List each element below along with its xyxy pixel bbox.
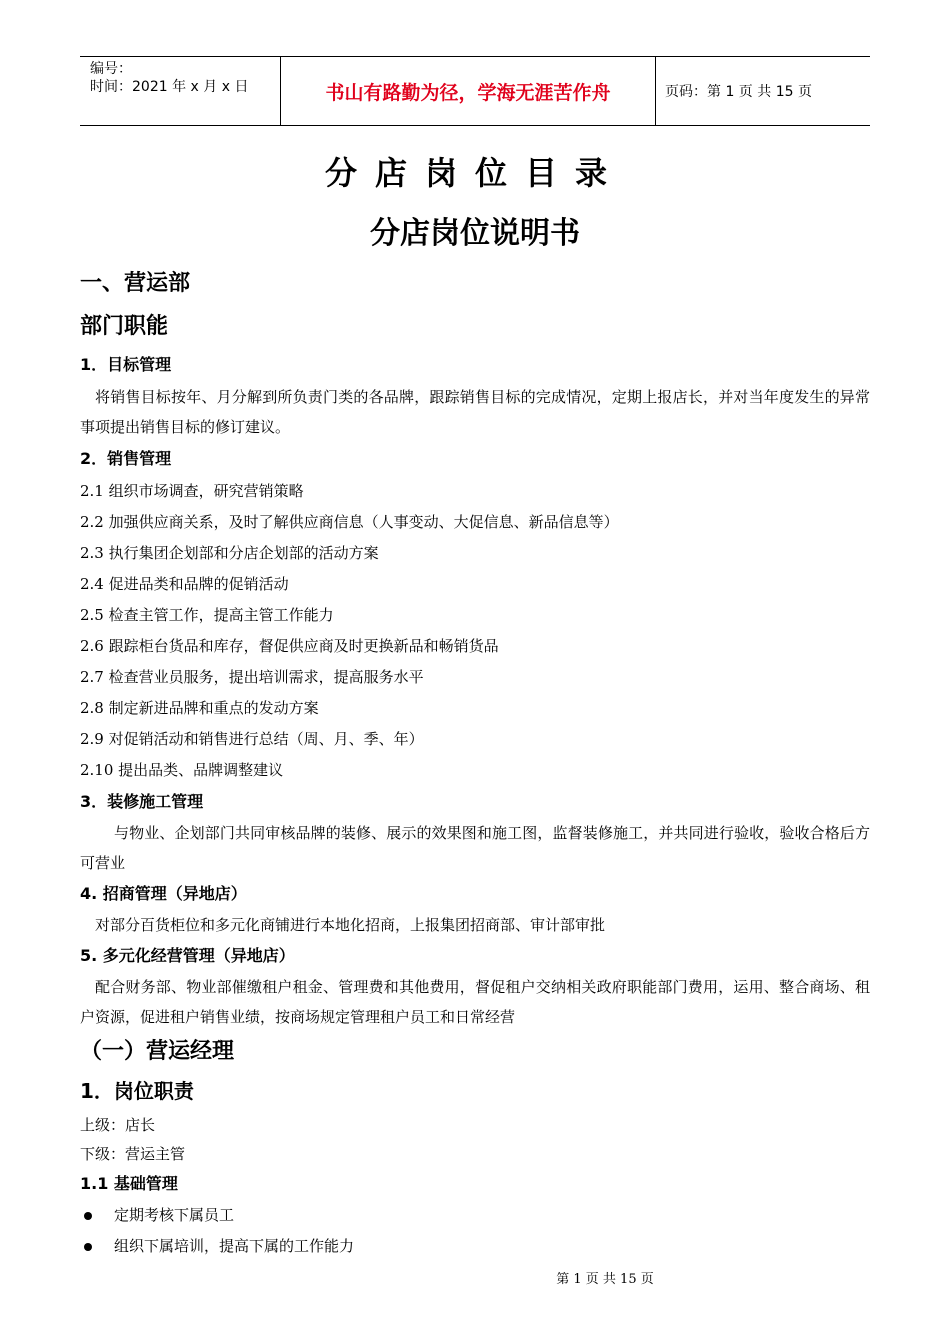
section-heading: 一、营运部: [80, 271, 191, 296]
page-title: 分店岗位目录: [324, 154, 625, 192]
list-item: 2.6 跟踪柜台货品和库存，督促供应商及时更换新品和畅销货品: [80, 637, 499, 655]
header-motto: 书山有路勤为径，学海无涯苦作舟: [281, 57, 656, 125]
section-subheading: 部门职能: [80, 314, 169, 339]
item-heading-3: 3．装修施工管理: [80, 792, 204, 811]
bullet-text: 定期考核下属员工: [114, 1206, 235, 1224]
item-text-5: 配合财务部、物业部催缴租户租金、管理费和其他费用，督促租户交纳相关政府职能部门费用，运用、整合商场、租户资源，促进租户销售业绩，按商场规定管理租户员工和日常经营: [80, 978, 870, 1026]
document-header: [80, 56, 870, 126]
list-item: 2.2 加强供应商关系，及时了解供应商信息（人事变动、大促信息、新品信息等）: [80, 513, 619, 531]
page-subtitle: 分店岗位说明书: [370, 216, 580, 251]
bullet-item: [80, 1231, 870, 1262]
header-meta: [80, 57, 281, 125]
item-text-1: 将销售目标按年、月分解到所负责门类的各品牌，跟踪销售目标的完成情况，定期上报店长，并对当年度发生的异常事项提出销售目标的修订建议。: [80, 388, 870, 436]
document-date: 时间：2021 年 x 月 x 日: [90, 79, 249, 95]
list-item: 2.3 执行集团企划部和分店企划部的活动方案: [80, 544, 379, 562]
item-heading-5: 5. 多元化经营管理（异地店）: [80, 946, 295, 965]
bullet-text: 组织下属培训，提高下属的工作能力: [114, 1237, 355, 1255]
list-item: 2.7 检查营业员服务，提出培训需求，提高服务水平: [80, 668, 424, 686]
section-heading-2-1: 1．岗位职责: [80, 1079, 194, 1103]
basic-management-heading: 1.1 基础管理: [80, 1174, 178, 1193]
list-item: 2.1 组织市场调查，研究营销策略: [80, 482, 304, 500]
document-number: 编号：: [90, 61, 132, 77]
list-item: 2.10 提出品类、品牌调整建议: [80, 761, 284, 779]
item-heading-2: 2．销售管理: [80, 449, 172, 468]
item-text-4: 对部分百货柜位和多元化商铺进行本地化招商，上报集团招商部、审计部审批: [95, 916, 606, 934]
list-item: 2.9 对促销活动和销售进行总结（周、月、季、年）: [80, 730, 424, 748]
bullet-icon: [84, 1212, 92, 1220]
item-heading-4: 4. 招商管理（异地店）: [80, 884, 247, 903]
list-item: 2.5 检查主管工作，提高主管工作能力: [80, 606, 334, 624]
section-heading-2: （一）营运经理: [80, 1039, 235, 1064]
header-page-info: 页码：第 1 页 共 15 页: [665, 84, 812, 100]
item-heading-1: 1．目标管理: [80, 355, 172, 374]
document-body: [80, 266, 870, 1262]
subordinate-text: 下级：营运主管: [80, 1145, 186, 1163]
superior-text: 上级：店长: [80, 1116, 156, 1134]
bullet-item: [80, 1200, 870, 1231]
list-item: 2.8 制定新进品牌和重点的发动方案: [80, 699, 319, 717]
list-item: 2.4 促进品类和品牌的促销活动: [80, 575, 289, 593]
page-footer: 第 1 页 共 15 页: [556, 1272, 654, 1287]
item-text-3: 与物业、企划部门共同审核品牌的装修、展示的效果图和施工图，监督装修施工，并共同进行验收，验收合格后方可营业: [80, 824, 870, 872]
bullet-icon: [84, 1243, 92, 1251]
